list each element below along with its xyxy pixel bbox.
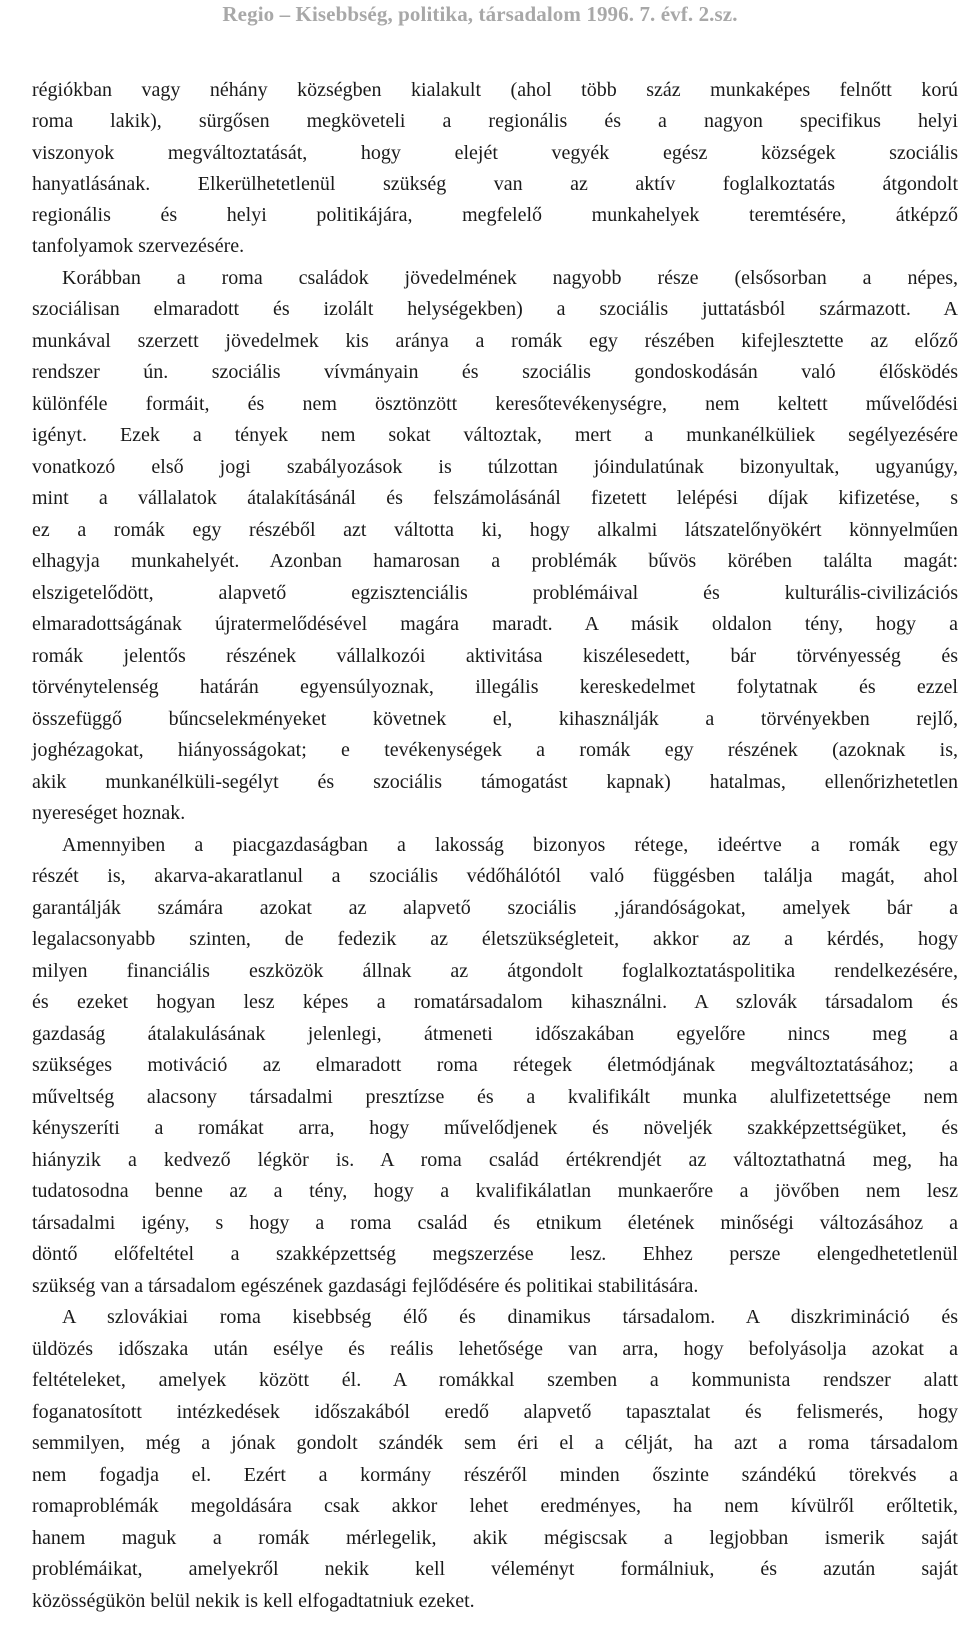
text-line: gazdaság átalakulásának jelenlegi, átmeneti időszakában egyelőre nincs meg a bbox=[32, 1022, 958, 1045]
text-line: feltételeket, amelyek között él. A romákkal szemben a kommunista rendszer alatt bbox=[32, 1369, 958, 1392]
text-line: kényszeríti a romákat arra, hogy művelődjenek és növeljék szakképzettségüket, és bbox=[32, 1117, 958, 1140]
text-line: foganatosított intézkedések időszakából eredő alapvető tapasztalat és felismerés, hogy bbox=[32, 1400, 958, 1423]
text-line: elszigetelődött, alapvető egzisztenciális problémáival és kulturális-civilizációs bbox=[32, 581, 958, 604]
text-line: döntő előfeltétel a szakképzettség megszerzése lesz. Ehhez persze elengedhetetlenül bbox=[32, 1243, 958, 1266]
text-line: szükség van a társadalom egészének gazdasági fejlődésére és politikai stabilitására. bbox=[32, 1274, 699, 1297]
text-line: hanem maguk a romák mérlegelik, akik mégiscsak a legjobban ismerik saját bbox=[32, 1526, 958, 1549]
text-line: közösségükön belül nekik is kell elfogadtatniuk ezeket. bbox=[32, 1589, 475, 1612]
text-line: társadalmi igény, s hogy a roma család és etnikum életének minőségi változásához a bbox=[32, 1211, 958, 1234]
text-line: nem fogadja el. Ezért a kormány részéről minden őszinte szándékú törekvés a bbox=[32, 1463, 958, 1486]
text-line: hanyatlásának. Elkerülhetetlenül szükség van az aktív foglalkoztatás átgondolt bbox=[32, 172, 958, 195]
text-line: problémáikat, amelyekről nekik kell véleményt formálniuk, és azután saját bbox=[32, 1558, 958, 1581]
text-line: munkával szerzett jövedelmek kis aránya a romák egy részében kifejlesztette az előző bbox=[32, 329, 958, 352]
text-line: tudatosodna benne az a tény, hogy a kvalifikálatlan munkaerőre a jövőben nem lesz bbox=[32, 1180, 958, 1203]
text-line: üldözés időszaka után esélye és reális lehetősége van arra, hogy befolyásolja azokat a bbox=[32, 1337, 958, 1360]
paragraph-2 bbox=[32, 263, 958, 830]
text-line: különféle formáit, és nem ösztönzött keresőtevékenységre, nem keltett művelődési bbox=[32, 392, 958, 415]
text-line: regionális és helyi politikájára, megfelelő munkahelyek teremtésére, átképző bbox=[32, 204, 958, 227]
text-line: rendszer ún. szociális vívmányain és szociális gondoskodásán való élősködés bbox=[32, 361, 958, 384]
text-line: vonatkozó első jogi szabályozások is túlzottan jóindulatúnak bizonyultak, ugyanúgy, bbox=[32, 455, 958, 478]
text-line: szükséges motiváció az elmaradott roma rétegek életmódjának megváltoztatásához; a bbox=[32, 1054, 958, 1077]
text-line: viszonyok megváltoztatását, hogy elejét vegyék egész községek szociális bbox=[32, 141, 958, 164]
text-line: Amennyiben a piacgazdaságban a lakosság bizonyos rétege, ideértve a romák egy bbox=[62, 833, 958, 856]
text-line: roma lakik), sürgősen megköveteli a regionális és a nagyon specifikus helyi bbox=[32, 110, 958, 133]
text-line: és ezeket hogyan lesz képes a romatársadalom kihasználni. A szlovák társadalom és bbox=[32, 991, 958, 1014]
article-body bbox=[32, 75, 958, 1617]
text-line: tanfolyamok szervezésére. bbox=[32, 235, 245, 258]
text-line: elmaradottságának újratermelődésével magára maradt. A másik oldalon tény, hogy a bbox=[32, 613, 958, 636]
text-line: legalacsonyabb szinten, de fedezik az életszükségleteit, akkor az a kérdés, hogy bbox=[32, 928, 958, 951]
text-line: garantálják számára azokat az alapvető szociális ‚járandóságokat, amelyek bár a bbox=[32, 896, 958, 919]
text-line: nyereséget hoznak. bbox=[32, 802, 186, 825]
text-line: A szlovákiai roma kisebbség élő és dinamikus társadalom. A diszkrimináció és bbox=[62, 1306, 958, 1329]
text-line: akik munkanélküli-segélyt és szociális támogatást kapnak) hatalmas, ellenőrizhetetlen bbox=[32, 770, 958, 793]
paragraph-3 bbox=[32, 830, 958, 1303]
text-line: szociálisan elmaradott és izolált helységekben) a szociális juttatásból származott. A bbox=[32, 298, 958, 321]
text-line: semmilyen, még a jónak gondolt szándék sem éri el a célját, ha azt a roma társadalom bbox=[32, 1432, 958, 1455]
text-line: részét is, akarva-akaratlanul a szociális védőhálótól való függésben találja magát, ahol bbox=[32, 865, 958, 888]
text-line: régiókban vagy néhány községben kialakult (ahol több száz munkaképes felnőtt korú bbox=[32, 79, 958, 101]
text-line: igényt. Ezek a tények nem sokat változtak, mert a munkanélküliek segélyezésére bbox=[32, 424, 958, 447]
text-line: összefüggő bűncselekményeket követnek el, kihasználják a törvényekben rejlő, bbox=[32, 707, 958, 730]
paragraph-4 bbox=[32, 1302, 958, 1617]
text-line: romaproblémák megoldására csak akkor lehet eredményes, ha nem kívülről erőltetik, bbox=[32, 1495, 958, 1518]
text-line: ez a romák egy részéből azt váltotta ki, hogy alkalmi látszatelőnyökért könnyelműen bbox=[32, 518, 958, 541]
text-line: elhagyja munkahelyét. Azonban hamarosan a problémák bűvös körében találta magát: bbox=[32, 550, 958, 573]
text-line: hiányzik a kedvező légkör is. A roma család értékrendjét az változtathatná meg, ha bbox=[32, 1148, 958, 1171]
text-line: joghézagokat, hiányosságokat; e tevékenységek a romák egy részének (azoknak is, bbox=[32, 739, 958, 762]
running-header: Regio – Kisebbség, politika, társadalom 1996. 7. évf. 2.sz. bbox=[222, 2, 738, 26]
text-line: műveltség alacsony társadalmi presztízse és a kvalifikált munka alulfizetettsége nem bbox=[32, 1085, 958, 1108]
text-line: mint a vállalatok átalakításánál és felszámolásánál fizetett lelépési díjak kifizetése, s bbox=[32, 487, 958, 510]
paragraph-1 bbox=[32, 75, 958, 263]
text-line: milyen financiális eszközök állnak az átgondolt foglalkoztatáspolitika rendelkezésére, bbox=[32, 959, 958, 982]
text-line: törvénytelenség határán egyensúlyoznak, illegális kereskedelmet folytatnak és ezzel bbox=[32, 676, 958, 699]
text-line: Korábban a roma családok jövedelmének nagyobb része (elsősorban a népes, bbox=[62, 266, 958, 289]
text-line: romák jelentős részének vállalkozói aktivitása kiszélesedett, bár törvényesség és bbox=[32, 644, 958, 667]
